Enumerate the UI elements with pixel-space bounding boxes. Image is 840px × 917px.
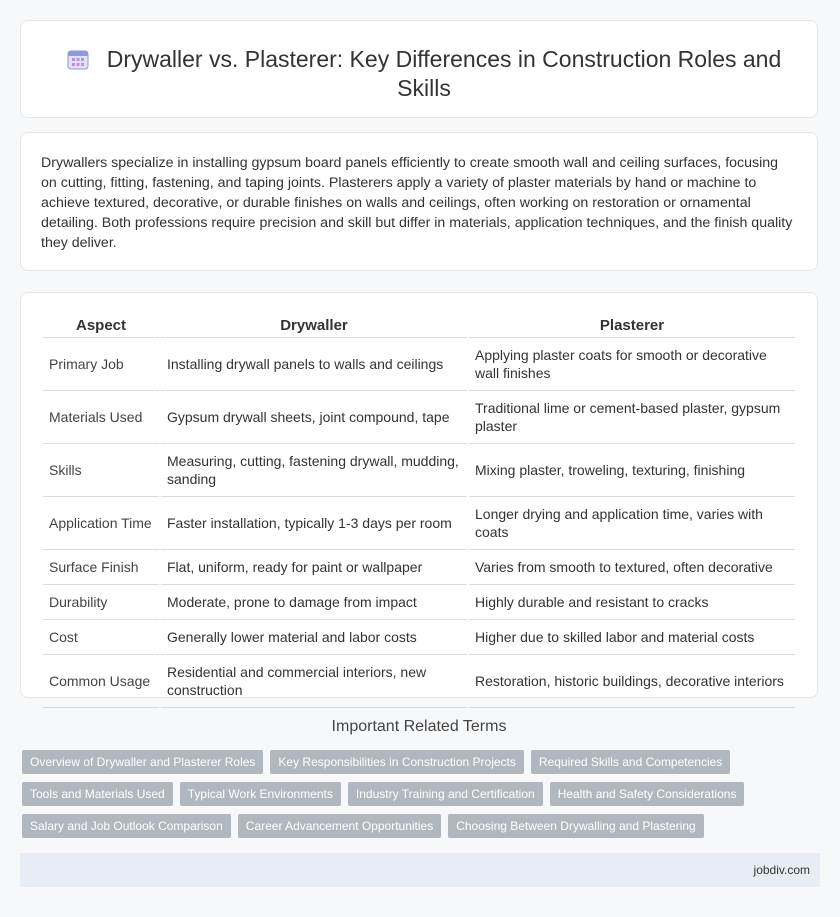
related-tag[interactable]: Key Responsibilities in Construction Projects [270, 750, 523, 774]
cell-drywaller: Faster installation, typically 1-3 days per room [161, 497, 467, 550]
table-row [43, 655, 795, 708]
cell-plasterer: Traditional lime or cement-based plaster, gypsum plaster [469, 391, 795, 444]
cell-drywaller: Moderate, prone to damage from impact [161, 585, 467, 620]
table-row [43, 620, 795, 655]
cell-plasterer: Higher due to skilled labor and material costs [469, 620, 795, 655]
table-row [43, 550, 795, 585]
table-row [43, 497, 795, 550]
cell-aspect: Application Time [43, 497, 159, 550]
related-tag[interactable]: Required Skills and Competencies [531, 750, 730, 774]
table-row [43, 585, 795, 620]
table-row [43, 391, 795, 444]
cell-drywaller: Gypsum drywall sheets, joint compound, tape [161, 391, 467, 444]
related-tag[interactable]: Choosing Between Drywalling and Plastering [448, 814, 703, 838]
table-row [43, 444, 795, 497]
related-tag[interactable]: Typical Work Environments [180, 782, 341, 806]
calendar-icon [67, 48, 89, 70]
related-tag[interactable]: Industry Training and Certification [348, 782, 543, 806]
header-aspect: Aspect [43, 311, 159, 338]
cell-plasterer: Mixing plaster, troweling, texturing, finishing [469, 444, 795, 497]
related-tag[interactable]: Overview of Drywaller and Plasterer Roles [22, 750, 263, 774]
comparison-table [41, 311, 797, 708]
intro-card [20, 132, 818, 271]
cell-plasterer: Highly durable and resistant to cracks [469, 585, 795, 620]
related-terms-title: Important Related Terms [331, 718, 507, 735]
comparison-table-card [20, 292, 818, 698]
cell-aspect: Skills [43, 444, 159, 497]
related-tag[interactable]: Career Advancement Opportunities [238, 814, 441, 838]
cell-plasterer: Varies from smooth to textured, often decorative [469, 550, 795, 585]
cell-plasterer: Restoration, historic buildings, decorative interiors [469, 655, 795, 708]
table-row [43, 338, 795, 391]
cell-drywaller: Flat, uniform, ready for paint or wallpaper [161, 550, 467, 585]
cell-aspect: Durability [43, 585, 159, 620]
header-drywaller: Drywaller [161, 311, 467, 338]
table-header-row [43, 311, 795, 338]
footer [20, 853, 820, 887]
page-title: Drywaller vs. Plasterer: Key Differences in Construction Roles and Skills [106, 46, 782, 101]
cell-aspect: Surface Finish [43, 550, 159, 585]
cell-plasterer: Applying plaster coats for smooth or decorative wall finishes [469, 338, 795, 391]
footer-site-link[interactable]: jobdiv.com [753, 863, 810, 877]
header-card [20, 20, 818, 118]
cell-drywaller: Measuring, cutting, fastening drywall, mudding, sanding [161, 444, 467, 497]
intro-text: Drywallers specialize in installing gypsum board panels efficiently to create smooth wall and ceiling surfaces, focusing on cutting, fitting, fastening, and taping joints. Plasterers apply a variety of plaster materials by hand or machine to achieve textured, decorative, or durable finishes on walls and ceilings, often working on restoration or ornamental detailing. Both professions require precision and skill but differ in materials, application techniques, and the finish quality they deliver. [41, 155, 793, 251]
related-tag[interactable]: Tools and Materials Used [22, 782, 173, 806]
related-terms-list [22, 750, 782, 838]
cell-drywaller: Generally lower material and labor costs [161, 620, 467, 655]
related-tag[interactable]: Health and Safety Considerations [550, 782, 745, 806]
cell-aspect: Common Usage [43, 655, 159, 708]
related-tag[interactable]: Salary and Job Outlook Comparison [22, 814, 231, 838]
cell-drywaller: Residential and commercial interiors, new construction [161, 655, 467, 708]
page-title-wrap [51, 45, 797, 103]
header-plasterer: Plasterer [469, 311, 795, 338]
cell-plasterer: Longer drying and application time, varies with coats [469, 497, 795, 550]
cell-aspect: Materials Used [43, 391, 159, 444]
cell-aspect: Cost [43, 620, 159, 655]
cell-drywaller: Installing drywall panels to walls and ceilings [161, 338, 467, 391]
cell-aspect: Primary Job [43, 338, 159, 391]
